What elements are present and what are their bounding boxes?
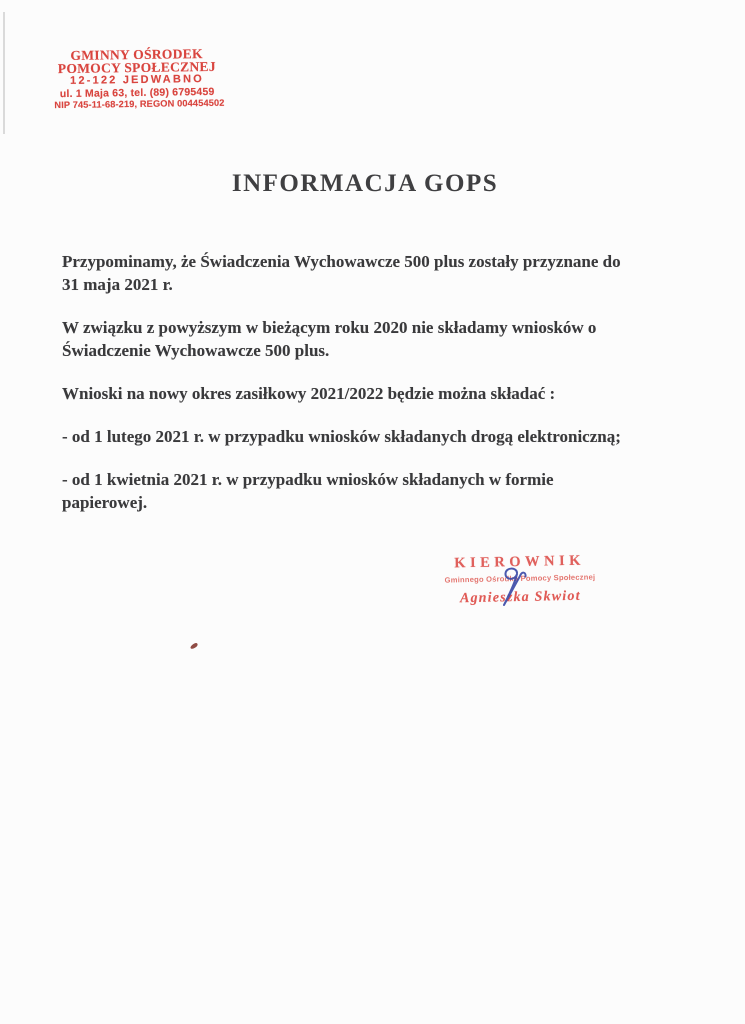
scan-artifact-line <box>3 12 5 134</box>
paragraph-line: - od 1 kwietnia 2021 r. w przypadku wniosków składanych w formie <box>62 470 554 489</box>
stamp-director-name: Agnieszka Skwiot <box>459 588 581 607</box>
paragraph-line: Świadczenie Wychowawcze 500 plus. <box>62 341 330 360</box>
paragraph-line: - od 1 lutego 2021 r. w przypadku wniosków składanych drogą elektroniczną; <box>62 427 621 446</box>
letter-body <box>62 250 682 534</box>
stamp-postal-code: 12-122 JEDWABNO <box>69 73 205 87</box>
paragraph-no-applications <box>62 316 682 362</box>
stamp-role-title: KIEROWNIK <box>454 552 586 572</box>
stamp-street-phone: ul. 1 Maja 63, tel. (89) 6795459 <box>59 85 215 101</box>
stamp-nip-regon: NIP 745-11-68-219, REGON 004454502 <box>54 97 225 111</box>
paragraph-paper-date <box>62 468 682 514</box>
paragraph-line: Wnioski na nowy okres zasiłkowy 2021/2022 będzie można składać : <box>62 384 556 403</box>
stamp-office-name-line1: GMINNY OŚRODEK <box>70 46 203 63</box>
paragraph-reminder <box>62 250 682 296</box>
paragraph-electronic-date <box>62 425 682 448</box>
paragraph-line: papierowej. <box>62 493 148 512</box>
office-address-stamp <box>54 46 225 111</box>
paragraph-new-period <box>62 382 682 405</box>
stamp-office-name-line2: POMOCY SPOŁECZNEJ <box>57 58 216 77</box>
paragraph-line: Przypominamy, że Świadczenia Wychowawcze 500 plus zostały przyznane do <box>62 252 621 271</box>
paragraph-line: W związku z powyższym w bieżącym roku 2020 nie składamy wniosków o <box>62 318 597 337</box>
stamp-office-subtitle: Gminnego Ośrodka Pomocy Społecznej <box>444 572 596 585</box>
ink-speck <box>190 642 199 650</box>
handwritten-signature <box>487 564 533 612</box>
page-title: INFORMACJA GOPS <box>231 170 499 197</box>
paragraph-line: 31 maja 2021 r. <box>62 275 173 294</box>
